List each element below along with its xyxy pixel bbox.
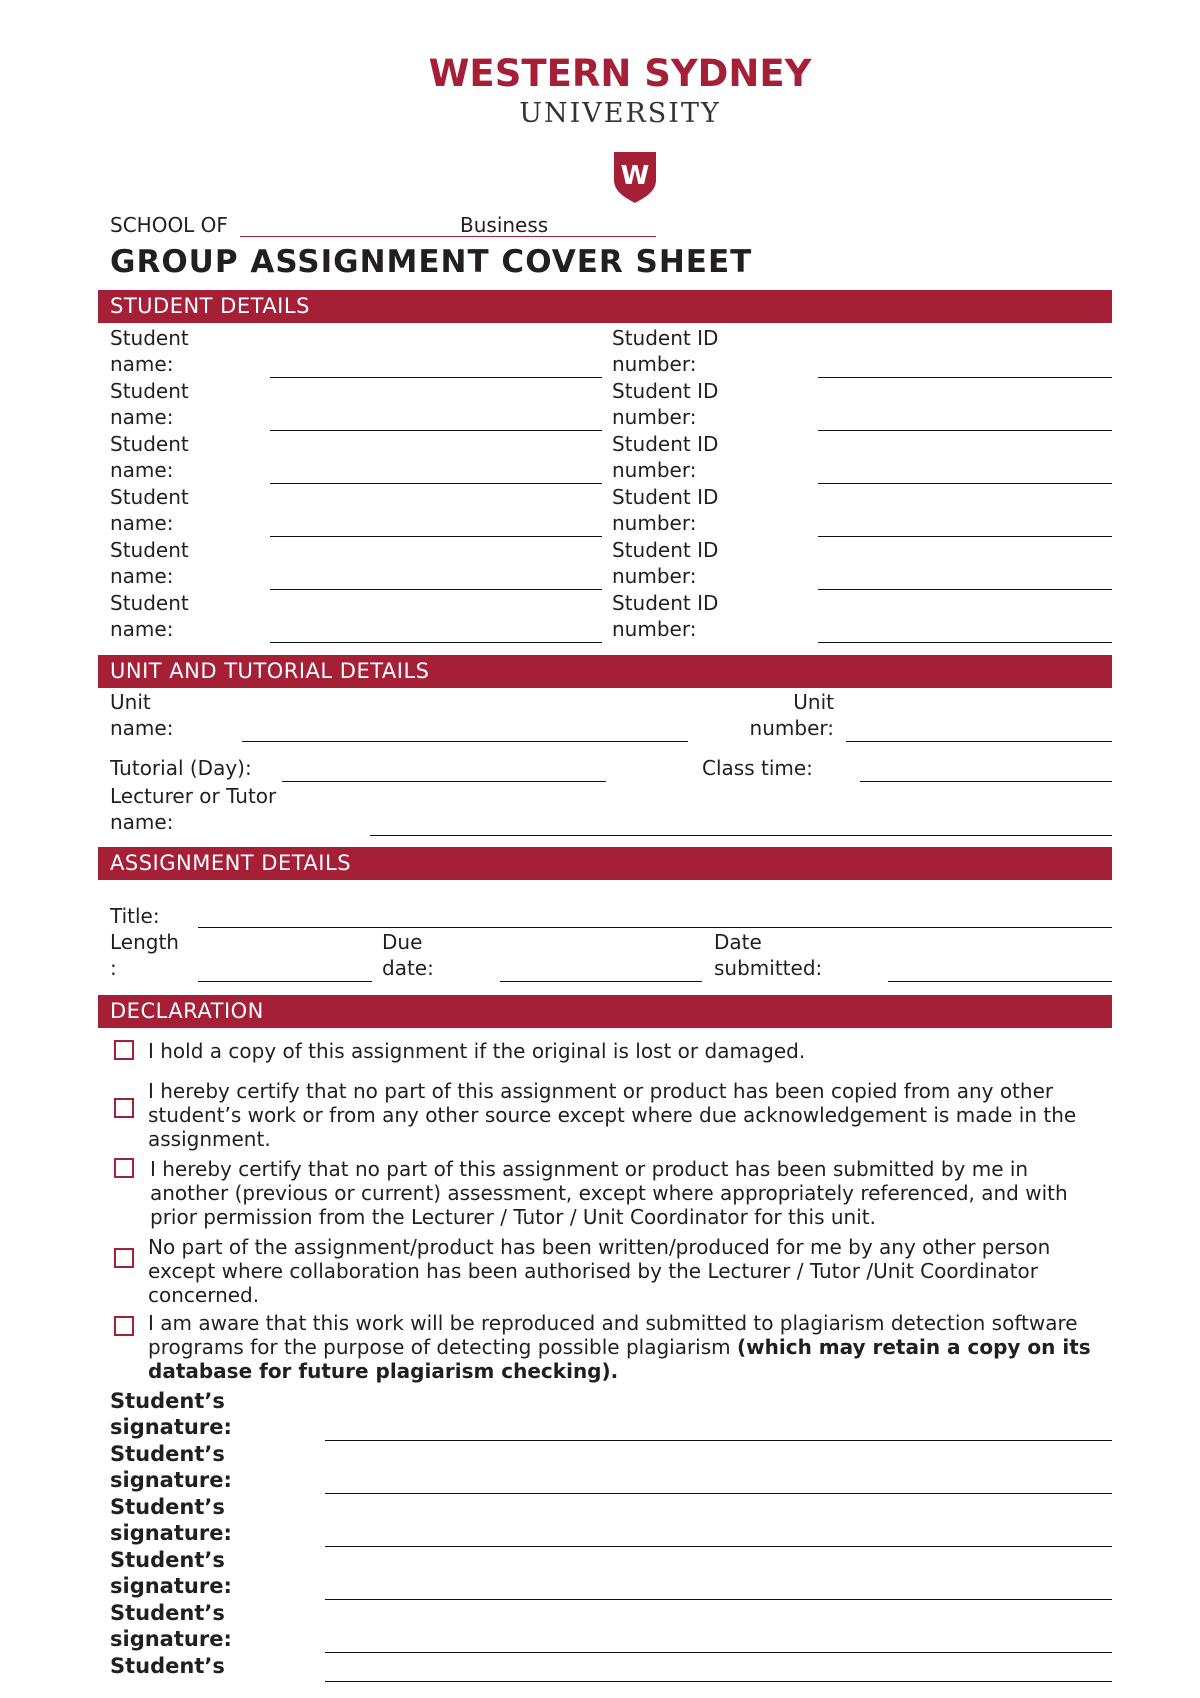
lecturer-name-field[interactable] xyxy=(370,835,1112,836)
student-signature-field[interactable] xyxy=(325,1681,1112,1682)
student-id-label: Student ID number: xyxy=(612,591,719,641)
student-name-label: Student name: xyxy=(110,379,189,429)
school-value[interactable]: Business xyxy=(460,213,549,237)
title-label: Title: xyxy=(110,904,160,928)
student-name-field[interactable] xyxy=(270,483,602,484)
student-id-label: Student ID number: xyxy=(612,432,719,482)
declaration-text-normal: I hold a copy of this assignment if the original is lost or damaged. xyxy=(148,1039,806,1063)
student-id-field[interactable] xyxy=(818,589,1112,590)
unit-number-label: Unit number: xyxy=(749,690,834,740)
declaration-text xyxy=(148,1079,1103,1151)
length-label: Length : xyxy=(110,930,179,980)
class-time-label: Class time: xyxy=(702,756,813,780)
student-signature-field[interactable] xyxy=(325,1652,1112,1653)
student-signature-field[interactable] xyxy=(325,1599,1112,1600)
tutorial-day-label: Tutorial (Day): xyxy=(110,756,252,780)
declaration-checkbox[interactable] xyxy=(114,1098,134,1118)
student-id-field[interactable] xyxy=(818,377,1112,378)
student-id-field[interactable] xyxy=(818,483,1112,484)
student-id-label: Student ID number: xyxy=(612,485,719,535)
student-signature-label: Student’s xyxy=(110,1654,225,1678)
declaration-checkbox[interactable] xyxy=(114,1248,134,1268)
university-shield-icon xyxy=(612,150,658,204)
declaration-text-normal: I hereby certify that no part of this assignment or product has been submitted by me in another (previous or current) assessment, except where appropriately referenced, and with prior permission from the Lecturer / Tutor / Unit Coordinator for this unit. xyxy=(150,1157,1068,1229)
declaration-text xyxy=(148,1311,1103,1383)
school-label: SCHOOL OF xyxy=(110,213,228,237)
student-id-label: Student ID number: xyxy=(612,538,719,588)
student-name-label: Student name: xyxy=(110,485,189,535)
university-logo-subtitle: UNIVERSITY xyxy=(519,98,721,129)
student-signature-label: Student’s signature: xyxy=(110,1601,232,1651)
student-name-field[interactable] xyxy=(270,642,602,643)
date-submitted-label: Date submitted: xyxy=(714,930,823,980)
student-signature-field[interactable] xyxy=(325,1440,1112,1441)
student-id-label: Student ID number: xyxy=(612,379,719,429)
student-signature-field[interactable] xyxy=(325,1493,1112,1494)
due-date-field[interactable] xyxy=(500,981,702,982)
student-name-field[interactable] xyxy=(270,589,602,590)
declaration-text-bold: (which may retain a copy on its database for future plagiarism checking). xyxy=(148,1335,1091,1383)
unit-details-heading: UNIT AND TUTORIAL DETAILS xyxy=(98,655,1112,688)
class-time-field[interactable] xyxy=(860,781,1112,782)
student-signature-label: Student’s signature: xyxy=(110,1442,232,1492)
page-title: GROUP ASSIGNMENT COVER SHEET xyxy=(110,244,753,280)
unit-name-field[interactable] xyxy=(242,741,688,742)
student-id-field[interactable] xyxy=(818,430,1112,431)
student-name-label: Student name: xyxy=(110,432,189,482)
lecturer-name-label: Lecturer or Tutor name: xyxy=(110,784,277,834)
date-submitted-field[interactable] xyxy=(888,981,1112,982)
school-underline xyxy=(240,236,656,237)
declaration-checkbox[interactable] xyxy=(114,1040,134,1060)
student-signature-label: Student’s signature: xyxy=(110,1389,232,1439)
student-id-field[interactable] xyxy=(818,536,1112,537)
unit-name-label: Unit name: xyxy=(110,690,174,740)
student-signature-label: Student’s signature: xyxy=(110,1548,232,1598)
declaration-text xyxy=(148,1235,1103,1307)
declaration-text xyxy=(148,1039,1103,1063)
declaration-text-normal: No part of the assignment/product has been written/produced for me by any other person except where collaboration has been authorised by the Lecturer / Tutor /Unit Coordinator concerned. xyxy=(148,1235,1051,1307)
declaration-text xyxy=(150,1157,1105,1229)
declaration-text-normal: I hereby certify that no part of this assignment or product has been copied from any other student’s work or from any other source except where due acknowledgement is made in the assignment. xyxy=(148,1079,1077,1151)
student-name-label: Student name: xyxy=(110,326,189,376)
student-id-field[interactable] xyxy=(818,642,1112,643)
student-signature-field[interactable] xyxy=(325,1546,1112,1547)
student-id-label: Student ID number: xyxy=(612,326,719,376)
declaration-checkbox[interactable] xyxy=(114,1316,134,1336)
declaration-checkbox[interactable] xyxy=(114,1158,134,1178)
tutorial-day-field[interactable] xyxy=(282,781,606,782)
university-logo-wordmark: WESTERN SYDNEY xyxy=(428,52,812,95)
declaration-text-normal: I am aware that this work will be reproduced and submitted to plagiarism detection software programs for the purpose of detecting possible plagiarism xyxy=(148,1311,1078,1359)
student-details-heading: STUDENT DETAILS xyxy=(98,290,1112,323)
unit-number-field[interactable] xyxy=(846,741,1112,742)
shield-letter: W xyxy=(620,161,650,191)
assignment-details-heading: ASSIGNMENT DETAILS xyxy=(98,847,1112,880)
student-name-label: Student name: xyxy=(110,538,189,588)
length-field[interactable] xyxy=(198,981,372,982)
student-name-label: Student name: xyxy=(110,591,189,641)
assignment-title-field[interactable] xyxy=(198,927,1112,928)
student-name-field[interactable] xyxy=(270,377,602,378)
student-name-field[interactable] xyxy=(270,536,602,537)
student-signature-label: Student’s signature: xyxy=(110,1495,232,1545)
due-date-label: Due date: xyxy=(382,930,434,980)
declaration-heading: DECLARATION xyxy=(98,995,1112,1028)
student-name-field[interactable] xyxy=(270,430,602,431)
